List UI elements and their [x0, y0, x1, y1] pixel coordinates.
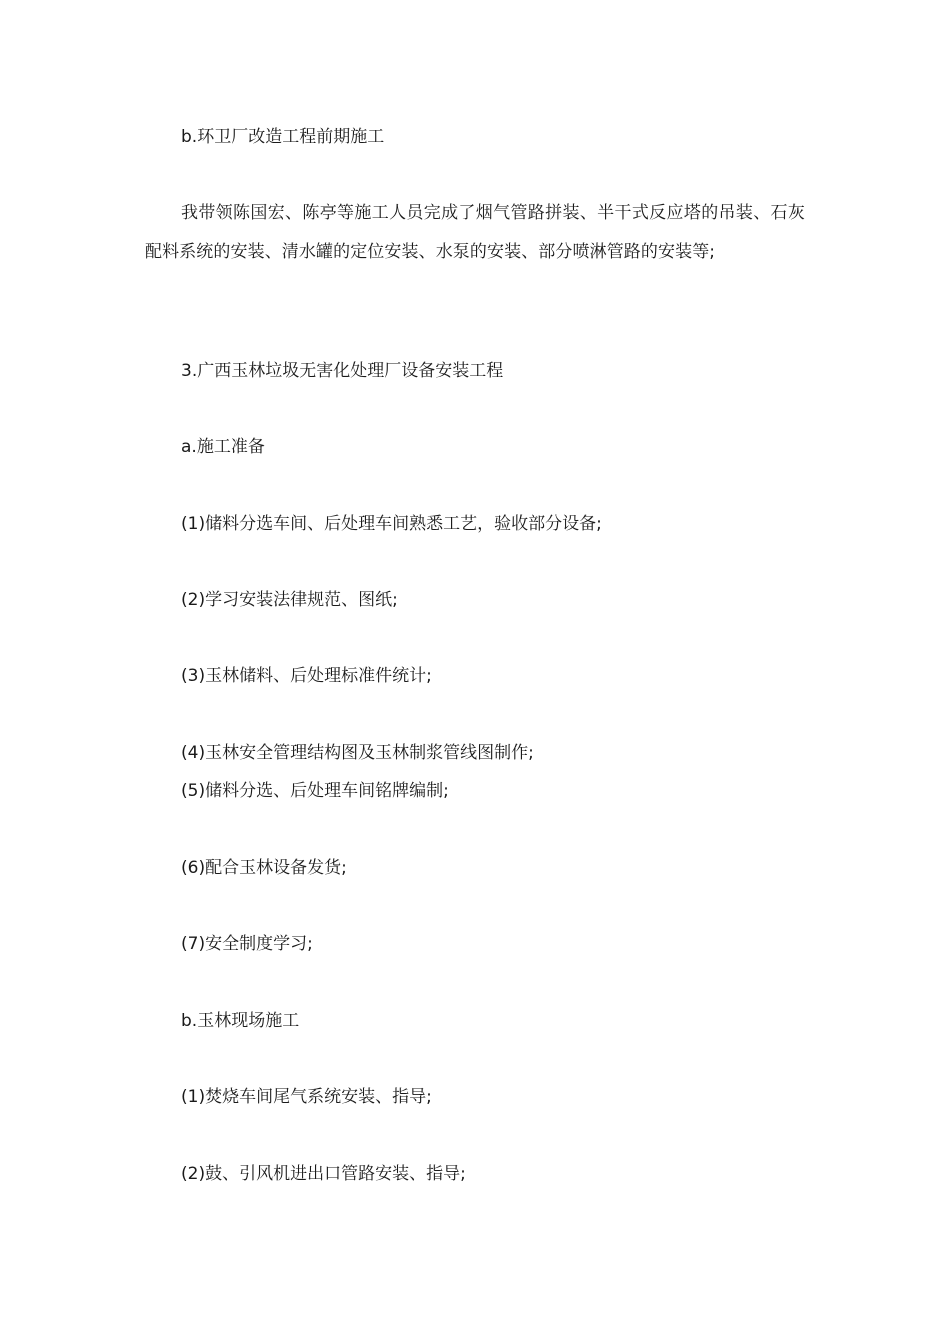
- section-b-body: 我带领陈国宏、陈亭等施工人员完成了烟气管路拼装、半干式反应塔的吊装、石灰配料系统的安装、清水罐的定位安装、水泵的安装、部分喷淋管路的安装等;: [145, 203, 805, 262]
- project-3-title: 3.广西玉林垃圾无害化处理厂设备安装工程: [181, 361, 504, 381]
- list-item: (2)学习安装法律规范、图纸;: [181, 590, 398, 610]
- list-item: (4)玉林安全管理结构图及玉林制浆管线图制作;: [181, 743, 534, 763]
- list-item: (7)安全制度学习;: [181, 934, 313, 954]
- list-item: (5)储料分选、后处理车间铭牌编制;: [181, 781, 449, 801]
- site-title: b.玉林现场施工: [181, 1011, 300, 1031]
- list-item: (3)玉林储料、后处理标准件统计;: [181, 666, 432, 686]
- list-item: (1)储料分选车间、后处理车间熟悉工艺，验收部分设备;: [181, 514, 602, 534]
- list-item: (2)鼓、引风机进出口管路安装、指导;: [181, 1164, 466, 1184]
- section-b-title: b.环卫厂改造工程前期施工: [181, 127, 385, 147]
- list-item: (6)配合玉林设备发货;: [181, 858, 347, 878]
- list-item: (1)焚烧车间尾气系统安装、指导;: [181, 1087, 432, 1107]
- prep-title: a.施工准备: [181, 437, 265, 457]
